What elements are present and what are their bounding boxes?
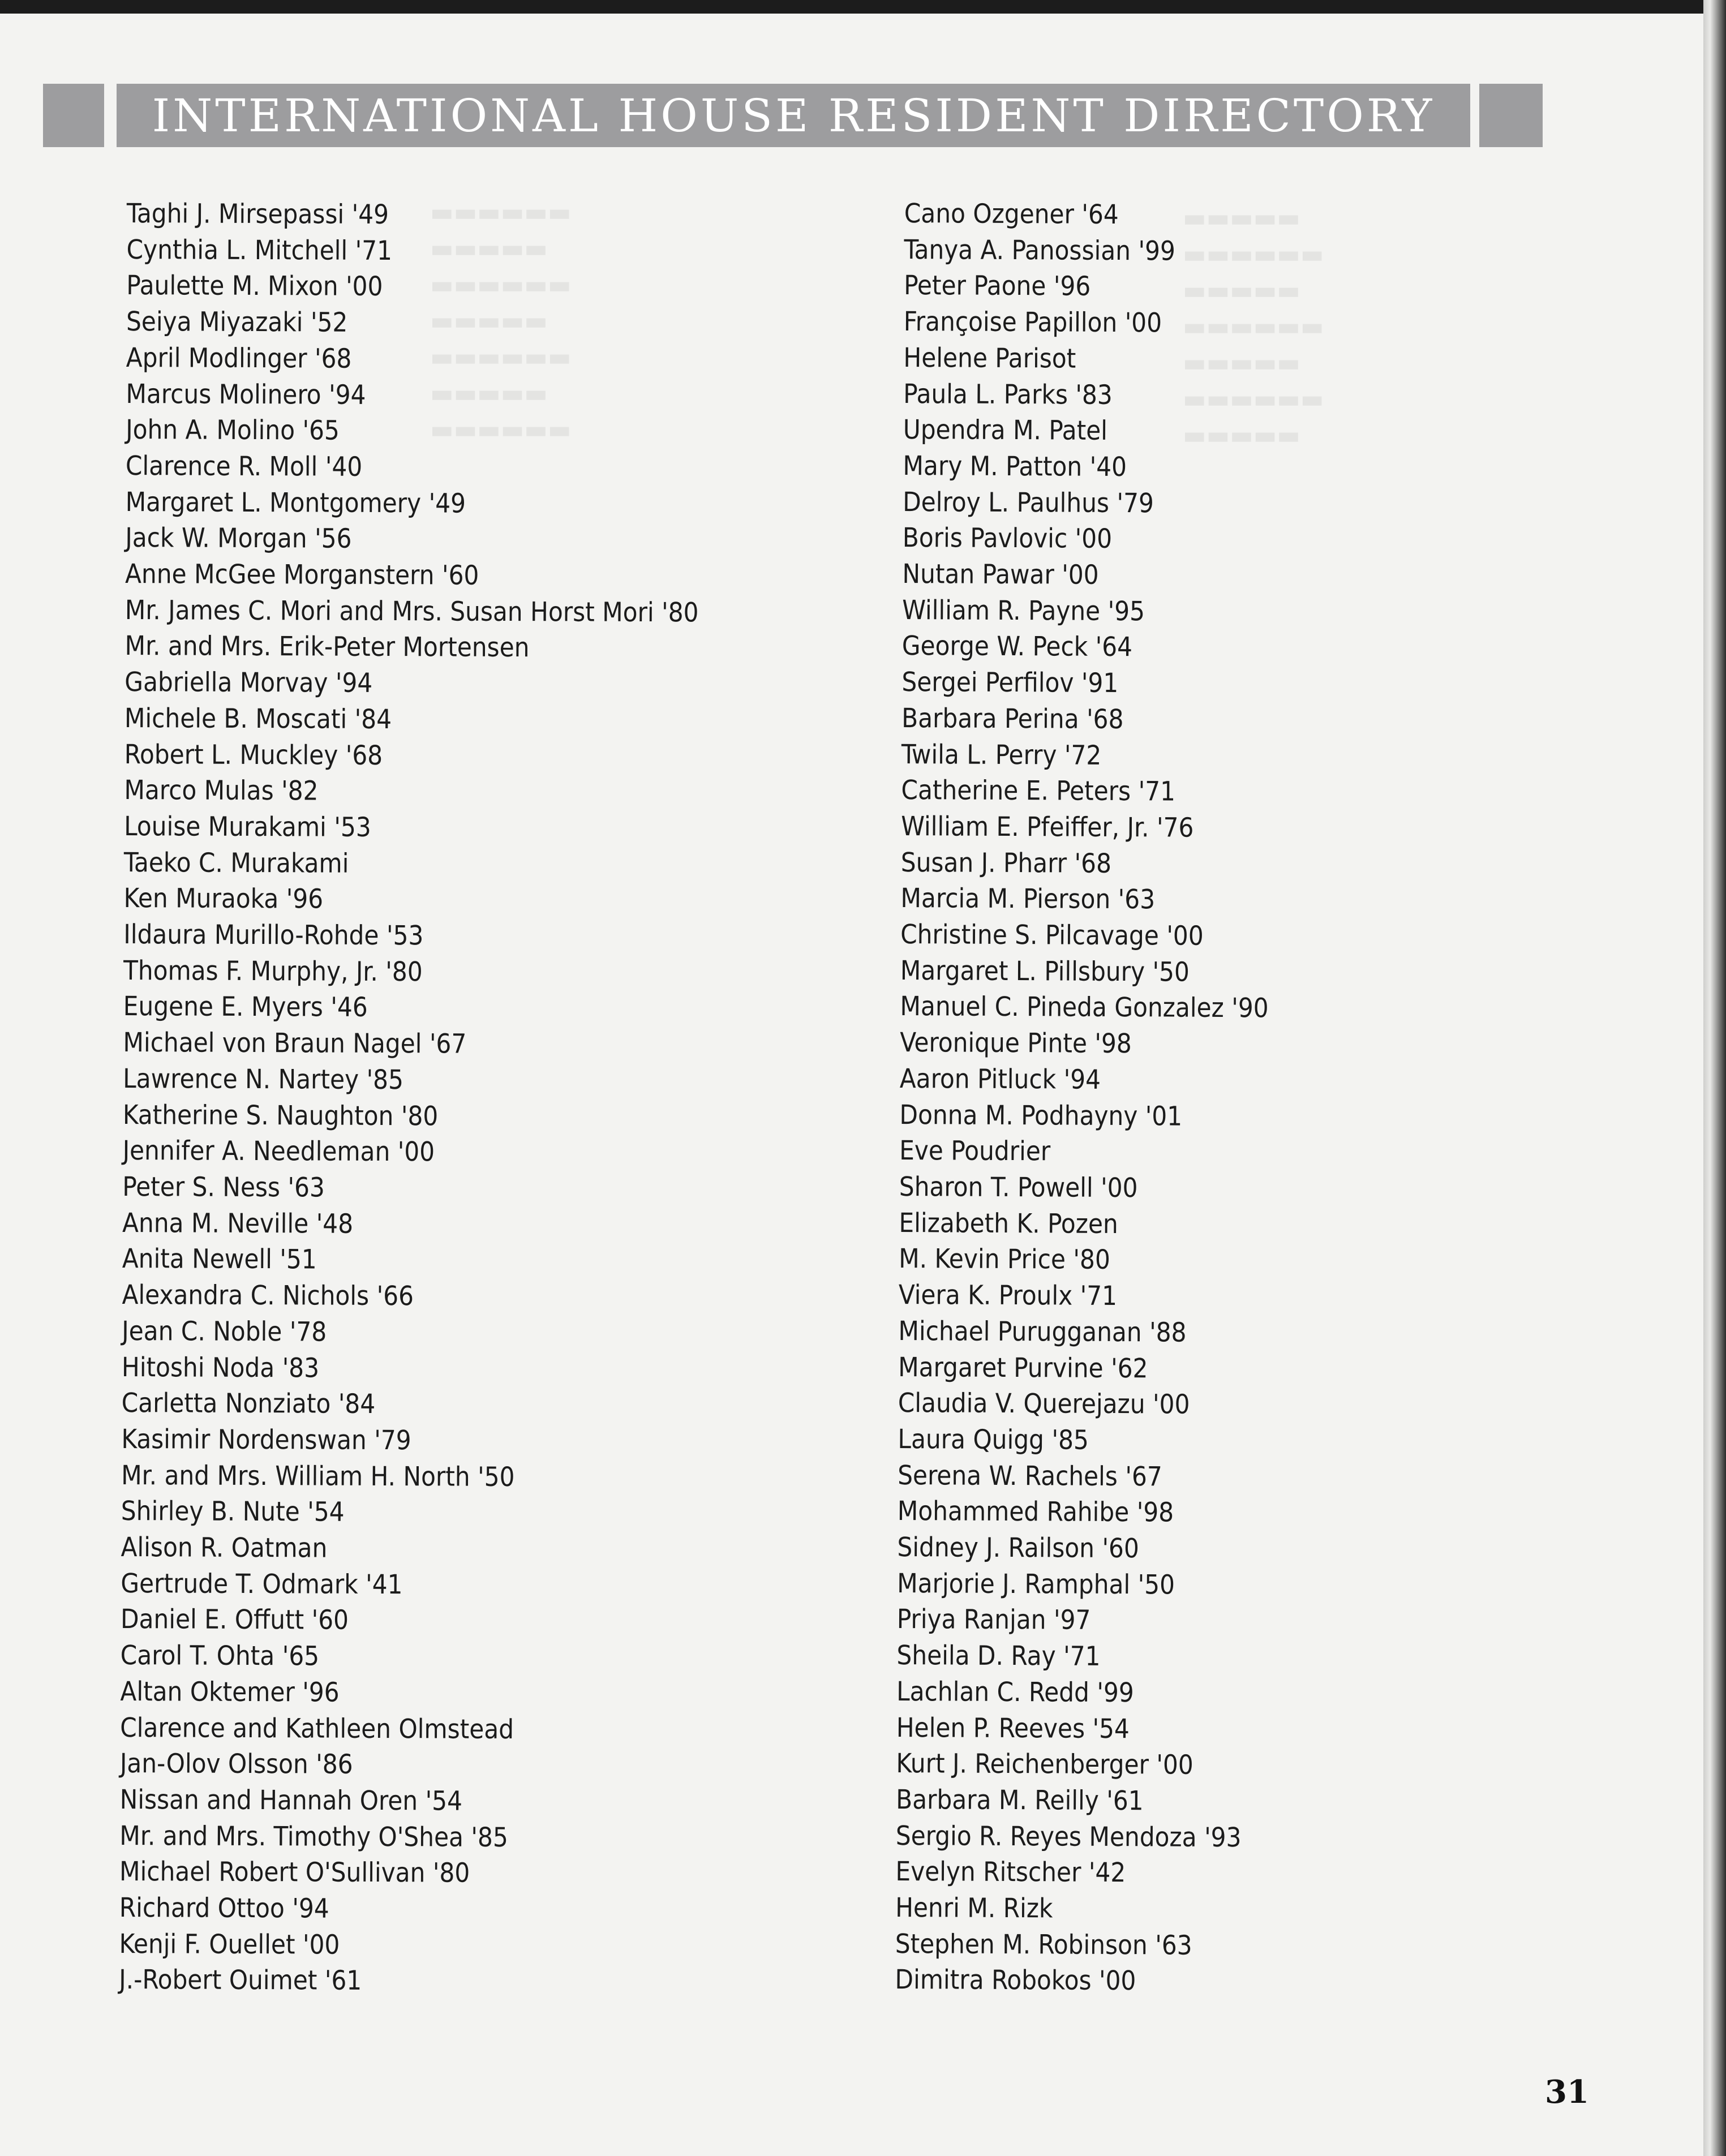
resident-entry: Christine S. Pilcavage '00 [900,919,1204,952]
resident-entry: Jean C. Noble '78 [122,1315,327,1348]
resident-entry: Catherine E. Peters '71 [901,775,1176,808]
resident-entry: Peter S. Ness '63 [122,1171,325,1204]
resident-entry: Susan J. Pharr '68 [900,847,1112,879]
resident-entry: Priya Ranjan '97 [896,1604,1091,1637]
resident-entry: Elizabeth K. Pozen [899,1207,1118,1240]
resident-entry: Mohammed Rahibe '98 [897,1496,1174,1528]
resident-entry: Sidney J. Railson '60 [897,1531,1139,1565]
directory-page [0,14,1703,2156]
resident-entry: Jennifer A. Needleman '00 [122,1135,435,1168]
resident-entry: Taeko C. Murakami [123,847,349,879]
resident-entry: Carletta Nonziato '84 [121,1388,376,1420]
resident-entry: Barbara M. Reilly '61 [896,1784,1144,1817]
resident-entry: Peter Paone '96 [904,270,1091,303]
resident-entry: Veronique Pinte '98 [900,1027,1132,1060]
resident-entry: Ildaura Murillo-Rohde '53 [123,919,424,952]
reverse-side-bleed-right: ▬▬▬▬▬ ▬▬▬▬▬▬ ▬▬▬▬▬ ▬▬▬▬▬▬ ▬▬▬▬▬ ▬▬▬▬▬▬ ▬▬▬▬▬ [1183,204,1324,450]
resident-entry: Eve Poudrier [899,1135,1051,1167]
resident-entry: Katherine S. Naughton '80 [122,1099,439,1132]
resident-entry: William R. Payne '95 [902,594,1145,627]
resident-entry: Ken Muraoka '96 [123,883,324,915]
resident-entry: Marjorie J. Ramphal '50 [897,1567,1175,1601]
resident-entry: Michael Purugganan '88 [898,1315,1187,1348]
resident-entry: John A. Molino '65 [126,414,340,446]
resident-entry: Eugene E. Myers '46 [123,991,368,1024]
resident-entry: Barbara Perina '68 [901,702,1124,735]
resident-entry: Clarence and Kathleen Olmstead [120,1712,514,1745]
resident-entry: Helene Parisot [903,342,1076,375]
resident-entry: Claudia V. Querejazu '00 [898,1388,1190,1420]
resident-entry: Daniel E. Offutt '60 [120,1604,349,1637]
resident-entry: Seiya Miyazaki '52 [126,306,348,338]
resident-entry: Margaret L. Montgomery '49 [125,486,466,519]
resident-entry: Donna M. Podhayny '01 [899,1099,1183,1132]
resident-entry: Helen P. Reeves '54 [896,1712,1130,1745]
resident-entry: Margaret Purvine '62 [898,1351,1148,1384]
resident-entry: Jack W. Morgan '56 [125,522,352,555]
resident-entry: Michele B. Moscati '84 [124,702,392,735]
resident-entry: Viera K. Proulx '71 [898,1279,1118,1312]
resident-entry: Henri M. Rizk [895,1892,1053,1925]
resident-entry: Carol T. Ohta '65 [120,1640,320,1672]
page-number: 31 [1545,2073,1589,2111]
resident-entry: J.-Robert Ouimet '61 [119,1964,362,1997]
resident-entry: Twila L. Perry '72 [901,738,1102,771]
resident-entry: Manuel C. Pineda Gonzalez '90 [900,991,1269,1024]
resident-entry: Thomas F. Murphy, Jr. '80 [123,955,423,988]
resident-entry: Cynthia L. Mitchell '71 [126,234,393,267]
resident-entry: Anne McGee Morganstern '60 [124,559,479,591]
resident-entry: Michael von Braun Nagel '67 [123,1027,467,1060]
banner-right-block [1479,84,1543,147]
resident-entry: Dimitra Robokos '00 [895,1964,1136,1997]
resident-entry: Anna M. Neville '48 [122,1207,354,1240]
resident-entry: Sergio R. Reyes Mendoza '93 [895,1820,1242,1853]
resident-entry: Marco Mulas '82 [124,775,319,807]
resident-entry: Kasimir Nordenswan '79 [121,1423,411,1457]
resident-entry: Altan Oktemer '96 [120,1676,340,1708]
resident-entry: Mr. James C. Mori and Mrs. Susan Horst Mori '80 [124,594,699,629]
resident-entry: Tanya A. Panossian '99 [904,234,1176,267]
resident-entry: Hitoshi Noda '83 [121,1351,320,1384]
resident-entry: Marcia M. Pierson '63 [900,883,1156,916]
resident-entry: Sharon T. Powell '00 [899,1171,1138,1204]
resident-entry: Evelyn Ritscher '42 [895,1856,1126,1889]
resident-entry: Michael Robert O'Sullivan '80 [119,1856,470,1889]
resident-entry: M. Kevin Price '80 [899,1243,1110,1276]
resident-entry: Anita Newell '51 [122,1243,317,1275]
resident-entry: William E. Pfeiffer, Jr. '76 [901,810,1194,844]
resident-entry: Mr. and Mrs. William H. North '50 [121,1459,515,1493]
banner-left-block [43,84,104,147]
resident-entry: Clarence R. Moll '40 [125,450,363,483]
resident-entry: Aaron Pitluck '94 [899,1063,1101,1096]
resident-entry: Mr. and Mrs. Timothy O'Shea '85 [119,1820,508,1853]
resident-entry: Louise Murakami '53 [124,810,371,843]
resident-entry: Marcus Molinero '94 [126,378,366,411]
resident-entry: Delroy L. Paulhus '79 [903,486,1154,519]
page-title: INTERNATIONAL HOUSE RESIDENT DIRECTORY [152,89,1435,142]
resident-entry: Margaret L. Pillsbury '50 [900,955,1190,988]
directory-right-column [895,196,1273,2000]
resident-entry: Boris Pavlovic '00 [902,522,1113,555]
resident-entry: April Modlinger '68 [126,342,352,375]
resident-entry: Alison R. Oatman [121,1531,328,1564]
resident-entry: Shirley B. Nute '54 [121,1496,345,1528]
resident-entry: Sergei Perfilov '91 [901,667,1119,699]
resident-entry: Gabriella Morvay '94 [124,667,373,699]
resident-entry: Upendra M. Patel [903,414,1108,447]
resident-entry: Kurt J. Reichenberger '00 [896,1748,1193,1781]
resident-entry: Jan-Olov Olsson '86 [119,1748,353,1781]
resident-entry: Lachlan C. Redd '99 [896,1676,1134,1708]
resident-entry: Serena W. Rachels '67 [898,1459,1162,1493]
resident-entry: Nissan and Hannah Oren '54 [119,1784,463,1817]
resident-entry: Alexandra C. Nichols '66 [122,1279,414,1312]
header-banner [117,84,1470,147]
resident-entry: Richard Ottoo '94 [119,1892,329,1925]
resident-entry: Françoise Papillon '00 [903,306,1162,339]
resident-entry: George W. Peck '64 [901,630,1133,663]
resident-entry: Cano Ozgener '64 [904,197,1119,230]
resident-entry: Robert L. Muckley '68 [124,738,383,771]
resident-entry: Stephen M. Robinson '63 [895,1928,1192,1961]
resident-entry: Mr. and Mrs. Erik-Peter Mortensen [124,630,530,664]
reverse-side-bleed-left: ▬▬▬▬▬▬ ▬▬▬▬▬ ▬▬▬▬▬▬ ▬▬▬▬▬ ▬▬▬▬▬▬ ▬▬▬▬▬ ▬▬▬▬▬▬ [430,198,572,444]
resident-entry: Kenji F. Ouellet '00 [119,1928,340,1961]
resident-entry: Taghi J. Mirsepassi '49 [126,197,389,231]
resident-entry: Laura Quigg '85 [898,1423,1089,1456]
page-edge [1703,0,1726,2156]
resident-entry: Paulette M. Mixon '00 [126,270,383,303]
resident-entry: Nutan Pawar '00 [902,559,1099,591]
resident-entry: Lawrence N. Nartey '85 [123,1063,404,1096]
resident-entry: Paula L. Parks '83 [903,378,1113,411]
resident-entry: Mary M. Patton '40 [903,450,1127,483]
resident-entry: Gertrude T. Odmark '41 [121,1567,403,1600]
resident-entry: Sheila D. Ray '71 [896,1640,1101,1672]
directory-left-column [119,196,701,2001]
